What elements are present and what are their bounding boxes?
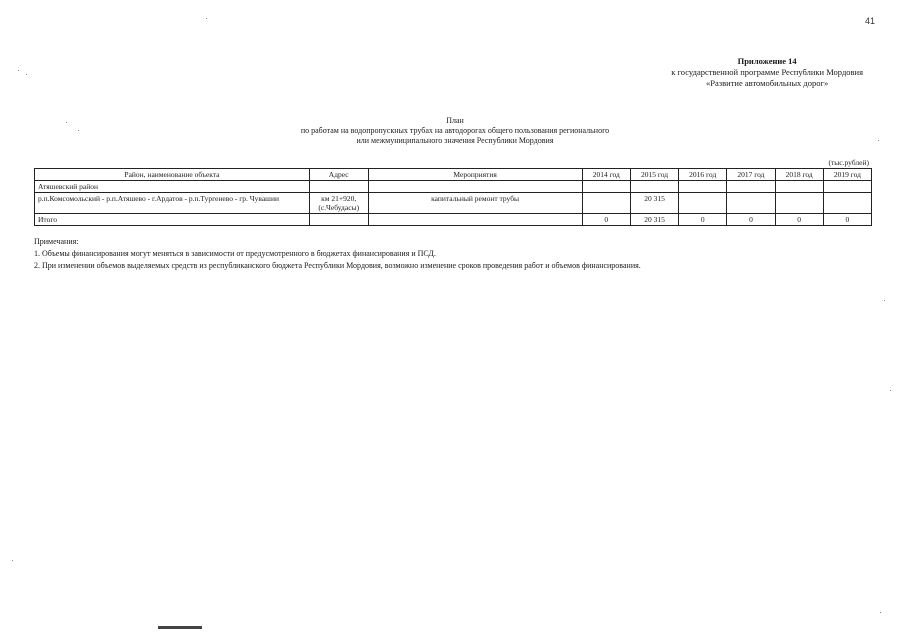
page-number: 41 bbox=[864, 16, 875, 26]
header-2015: 2015 год bbox=[630, 169, 678, 181]
total-2019: 0 bbox=[823, 214, 871, 226]
cell-2015: 20 315 bbox=[630, 193, 678, 214]
total-2015: 20 315 bbox=[630, 214, 678, 226]
total-2018: 0 bbox=[775, 214, 823, 226]
plan-title-block bbox=[240, 116, 670, 146]
header-2018: 2018 год bbox=[775, 169, 823, 181]
appendix-heading bbox=[671, 56, 863, 89]
scan-mark bbox=[158, 626, 202, 629]
scan-speck bbox=[26, 74, 27, 75]
total-row bbox=[35, 214, 872, 226]
scan-speck bbox=[66, 122, 67, 123]
header-2019: 2019 год bbox=[823, 169, 871, 181]
scan-speck bbox=[206, 18, 207, 19]
table-row bbox=[35, 193, 872, 214]
scan-speck bbox=[78, 130, 79, 131]
total-2016: 0 bbox=[679, 214, 727, 226]
object-address: км 21+920, (с.Чебудасы) bbox=[309, 193, 368, 214]
scan-speck bbox=[18, 70, 19, 71]
units-label: (тыс.рублей) bbox=[828, 158, 869, 167]
header-2014: 2014 год bbox=[582, 169, 630, 181]
district-row bbox=[35, 181, 872, 193]
object-name: р.п.Комсомольский - р.п.Атяшево - г.Ардатов - р.п.Тургенево - гр. Чувашии bbox=[35, 193, 310, 214]
scan-speck bbox=[12, 560, 13, 561]
district-name: Атяшевский район bbox=[35, 181, 310, 193]
header-measures: Мероприятия bbox=[368, 169, 582, 181]
cell-2018 bbox=[775, 193, 823, 214]
total-2014: 0 bbox=[582, 214, 630, 226]
scan-speck bbox=[878, 140, 879, 141]
header-name: Район, наименование объекта bbox=[35, 169, 310, 181]
object-measure: капитальный ремонт трубы bbox=[368, 193, 582, 214]
plan-table bbox=[34, 168, 872, 226]
cell-2019 bbox=[823, 193, 871, 214]
cell-2014 bbox=[582, 193, 630, 214]
header-2016: 2016 год bbox=[679, 169, 727, 181]
cell-2017 bbox=[727, 193, 775, 214]
total-label: Итого bbox=[35, 214, 310, 226]
notes-block bbox=[34, 236, 874, 272]
plan-title: План bbox=[446, 116, 464, 125]
plan-subtitle-2: или межмуниципального значения Республики Мордовия bbox=[356, 136, 554, 145]
plan-subtitle-1: по работам на водопропускных трубах на автодорогах общего пользования регионального bbox=[300, 126, 610, 135]
scan-speck bbox=[884, 300, 885, 301]
cell-2016 bbox=[679, 193, 727, 214]
appendix-line-2: «Развитие автомобильных дорог» bbox=[706, 78, 829, 88]
appendix-number: Приложение 14 bbox=[737, 56, 797, 66]
note-item: 1. Объемы финансирования могут меняться в зависимости от предусмотренного в бюджетах финансирования и ПСД. bbox=[34, 249, 436, 258]
notes-heading: Примечания: bbox=[34, 237, 79, 246]
header-2017: 2017 год bbox=[727, 169, 775, 181]
header-address: Адрес bbox=[309, 169, 368, 181]
table-header-row bbox=[35, 169, 872, 181]
total-2017: 0 bbox=[727, 214, 775, 226]
appendix-line-1: к государственной программе Республики Мордовия bbox=[671, 67, 863, 77]
scan-speck bbox=[890, 390, 891, 391]
note-item: 2. При изменении объемов выделяемых средств из республиканского бюджета Республики Мордовия, возможно изменение сроков проведения работ и объемов финансирования. bbox=[34, 261, 641, 270]
scan-speck bbox=[880, 612, 881, 613]
